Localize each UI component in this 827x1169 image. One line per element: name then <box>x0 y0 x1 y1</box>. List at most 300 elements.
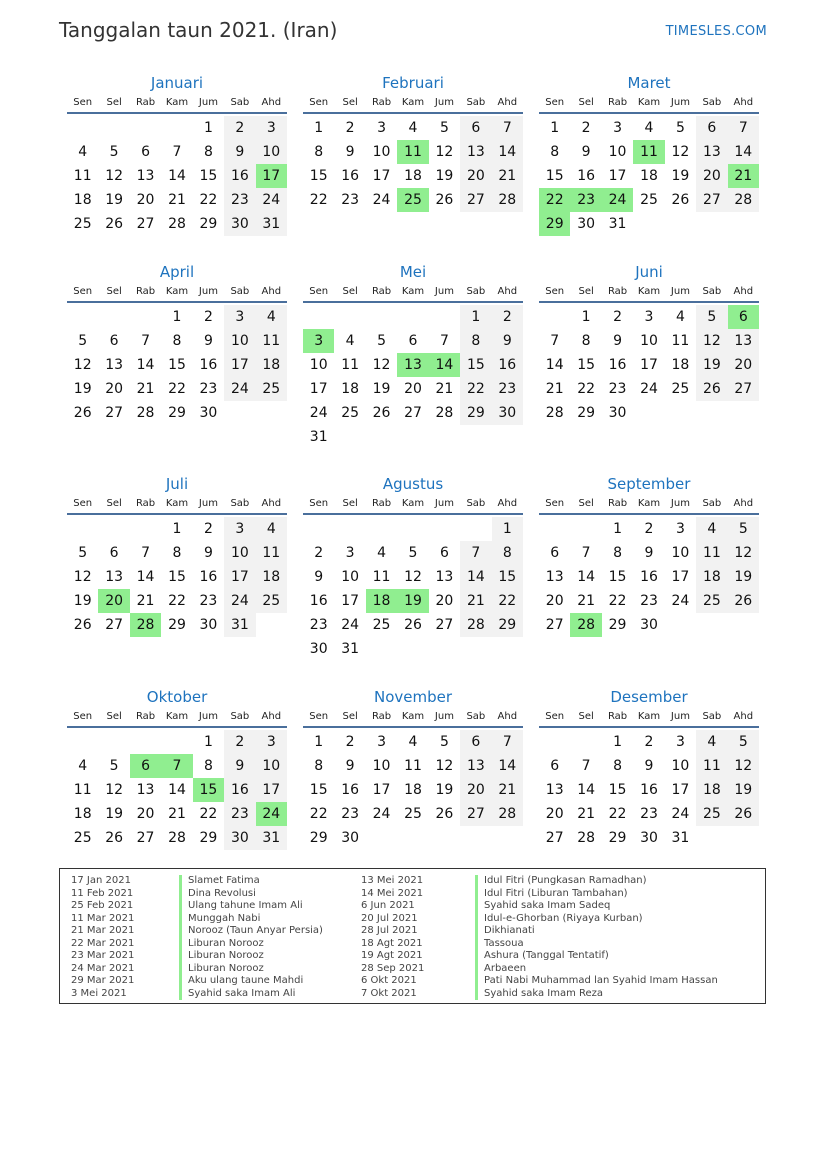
month-name: Juli <box>165 475 189 493</box>
holiday-day: 28 <box>130 613 161 637</box>
day-cell: 20 <box>696 164 727 188</box>
holiday-day: 28 <box>570 613 601 637</box>
legend-date: 20 Jul 2021 <box>361 912 418 924</box>
day-cell: 3 <box>613 120 623 136</box>
day-cell: 14 <box>460 565 491 589</box>
day-cell: 3 <box>256 730 287 754</box>
day-grid <box>67 116 287 236</box>
weekday-label: Rab <box>371 286 392 297</box>
weekday-label: Sen <box>545 711 565 722</box>
day-cell: 4 <box>256 517 287 541</box>
empty-cell <box>67 305 98 329</box>
empty-cell <box>429 517 460 541</box>
empty-cell <box>539 730 570 754</box>
day-grid <box>303 517 523 661</box>
weekday-label: Sel <box>578 286 594 297</box>
day-cell: 25 <box>256 589 287 613</box>
day-cell: 22 <box>309 192 328 208</box>
day-cell: 20 <box>136 192 155 208</box>
day-cell: 14 <box>168 168 186 184</box>
day-cell: 16 <box>309 593 328 609</box>
day-cell: 6 <box>460 116 491 140</box>
legend-date: 22 Mar 2021 <box>71 937 135 949</box>
day-cell: 30 <box>309 641 328 657</box>
day-cell: 7 <box>492 730 523 754</box>
day-cell: 18 <box>671 357 690 373</box>
legend-holiday-name: Tassoua <box>475 938 524 951</box>
day-cell: 14 <box>168 782 186 798</box>
day-cell: 27 <box>545 617 564 633</box>
day-grid <box>539 305 759 425</box>
day-cell: 10 <box>224 329 255 353</box>
day-cell: 11 <box>73 782 92 798</box>
weekday-label: Rab <box>135 498 156 509</box>
day-cell: 30 <box>608 405 627 421</box>
weekday-label: Jum <box>670 97 690 108</box>
empty-cell <box>460 517 491 541</box>
day-cell: 24 <box>224 377 255 401</box>
empty-cell <box>397 517 428 541</box>
weekday-label: Sel <box>342 97 358 108</box>
day-cell: 25 <box>696 589 727 613</box>
day-cell: 24 <box>309 405 328 421</box>
legend-date: 21 Mar 2021 <box>71 925 135 936</box>
day-cell: 22 <box>309 806 328 822</box>
day-cell: 27 <box>136 830 155 846</box>
day-cell: 9 <box>345 144 355 160</box>
day-cell: 9 <box>581 144 591 160</box>
day-cell: 16 <box>640 782 658 798</box>
weekday-label: Rab <box>135 711 156 722</box>
day-cell: 24 <box>372 806 391 822</box>
weekday-header <box>539 94 759 114</box>
weekday-label: Kam <box>637 711 661 722</box>
day-cell: 7 <box>172 144 182 160</box>
day-cell: 25 <box>696 802 727 826</box>
day-cell: 3 <box>644 309 654 325</box>
weekday-header <box>303 94 523 114</box>
day-cell: 25 <box>640 192 658 208</box>
empty-cell <box>98 116 129 140</box>
day-cell: 16 <box>341 168 360 184</box>
day-cell: 9 <box>314 569 324 585</box>
day-cell: 1 <box>613 734 623 750</box>
weekday-label: Jum <box>670 711 690 722</box>
weekday-label: Sen <box>73 498 93 509</box>
day-cell: 24 <box>671 806 690 822</box>
day-cell: 22 <box>460 377 491 401</box>
weekday-label: Ahd <box>733 97 754 108</box>
day-cell: 29 <box>577 405 596 421</box>
weekday-label: Rab <box>607 498 628 509</box>
day-cell: 15 <box>309 168 328 184</box>
legend-item <box>71 963 361 976</box>
day-cell: 7 <box>581 545 591 561</box>
legend-holiday-name: Idul Fitri (Pungkasan Ramadhan) <box>475 875 647 888</box>
day-cell: 9 <box>644 758 654 774</box>
legend-item <box>71 888 361 901</box>
holiday-day: 21 <box>728 164 759 188</box>
empty-cell <box>67 730 98 754</box>
legend-holiday-name: Syahid saka Imam Ali <box>179 988 295 1001</box>
legend-date: 28 Jul 2021 <box>361 925 418 936</box>
weekday-label: Jum <box>434 97 454 108</box>
day-cell: 30 <box>341 830 360 846</box>
day-cell: 18 <box>73 192 92 208</box>
weekday-label: Sen <box>309 498 329 509</box>
day-cell: 16 <box>492 353 523 377</box>
month-name: Desember <box>610 688 688 706</box>
day-cell: 17 <box>309 381 328 397</box>
day-cell: 10 <box>256 140 287 164</box>
holiday-day: 6 <box>728 305 759 329</box>
day-cell: 9 <box>613 333 623 349</box>
holiday-day: 22 <box>539 188 570 212</box>
day-cell: 5 <box>377 333 387 349</box>
legend-date: 14 Mei 2021 <box>361 887 424 899</box>
holiday-day: 11 <box>397 140 428 164</box>
day-cell: 13 <box>545 782 564 798</box>
holiday-day: 19 <box>397 589 428 613</box>
day-cell: 30 <box>640 617 658 633</box>
day-cell: 17 <box>224 565 255 589</box>
day-cell: 31 <box>671 830 690 846</box>
day-cell: 15 <box>168 357 186 373</box>
day-cell: 5 <box>78 333 88 349</box>
weekday-label: Sab <box>702 97 722 108</box>
day-cell: 4 <box>78 144 88 160</box>
day-cell: 28 <box>136 405 155 421</box>
weekday-header <box>539 708 759 728</box>
holiday-day: 3 <box>303 329 334 353</box>
weekday-label: Sel <box>578 711 594 722</box>
day-cell: 19 <box>435 782 454 798</box>
day-cell: 14 <box>577 569 596 585</box>
weekday-label: Sab <box>230 711 250 722</box>
day-cell: 26 <box>728 802 759 826</box>
day-cell: 9 <box>345 758 355 774</box>
weekday-label: Sel <box>342 498 358 509</box>
day-cell: 31 <box>341 641 360 657</box>
day-cell: 22 <box>168 381 186 397</box>
day-cell: 8 <box>460 329 491 353</box>
weekday-label: Sel <box>106 97 122 108</box>
legend-holiday-name: Norooz (Taun Anyar Persia) <box>179 925 323 938</box>
weekday-label: Sab <box>230 97 250 108</box>
day-cell: 3 <box>345 545 355 561</box>
legend-item <box>361 913 761 926</box>
legend-date: 3 Mei 2021 <box>71 987 127 999</box>
day-cell: 1 <box>550 120 560 136</box>
weekday-label: Sen <box>545 97 565 108</box>
day-cell: 20 <box>545 806 564 822</box>
weekday-label: Ahd <box>497 498 518 509</box>
holiday-day: 29 <box>539 212 570 236</box>
day-cell: 10 <box>224 541 255 565</box>
day-cell: 13 <box>460 754 491 778</box>
day-cell: 31 <box>256 826 287 850</box>
day-cell: 19 <box>696 353 727 377</box>
day-cell: 29 <box>608 617 627 633</box>
day-grid <box>303 116 523 212</box>
day-cell: 20 <box>404 381 422 397</box>
legend-date: 18 Agt 2021 <box>361 937 423 949</box>
day-cell: 30 <box>224 212 255 236</box>
day-cell: 3 <box>256 116 287 140</box>
day-cell: 7 <box>581 758 591 774</box>
legend-date: 28 Sep 2021 <box>361 962 425 974</box>
day-cell: 5 <box>408 545 418 561</box>
day-cell: 27 <box>105 405 124 421</box>
empty-cell <box>130 116 161 140</box>
day-cell: 20 <box>460 164 491 188</box>
weekday-label: Sen <box>309 286 329 297</box>
empty-cell <box>303 517 334 541</box>
day-cell: 13 <box>728 329 759 353</box>
legend-item <box>71 875 361 888</box>
day-cell: 7 <box>550 333 560 349</box>
legend-holiday-name: Liburan Norooz <box>179 938 264 951</box>
weekday-label: Sel <box>342 711 358 722</box>
day-cell: 12 <box>372 357 391 373</box>
weekday-label: Ahd <box>261 97 282 108</box>
day-cell: 27 <box>545 830 564 846</box>
day-cell: 24 <box>341 617 360 633</box>
day-cell: 1 <box>314 120 324 136</box>
holiday-day: 11 <box>633 140 664 164</box>
day-cell: 18 <box>696 778 727 802</box>
day-cell: 14 <box>492 754 523 778</box>
day-cell: 12 <box>435 758 454 774</box>
legend-item <box>361 875 761 888</box>
month-name: Agustus <box>382 475 444 493</box>
day-cell: 2 <box>203 521 213 537</box>
day-cell: 21 <box>492 778 523 802</box>
day-cell: 18 <box>404 168 422 184</box>
day-cell: 10 <box>671 758 690 774</box>
weekday-label: Sel <box>106 498 122 509</box>
day-cell: 9 <box>224 140 255 164</box>
day-cell: 8 <box>203 758 213 774</box>
day-cell: 12 <box>671 144 690 160</box>
day-cell: 22 <box>577 381 596 397</box>
empty-cell <box>98 730 129 754</box>
day-cell: 7 <box>460 541 491 565</box>
day-cell: 21 <box>460 589 491 613</box>
holiday-day: 24 <box>256 802 287 826</box>
day-cell: 21 <box>435 381 454 397</box>
day-cell: 4 <box>377 545 387 561</box>
day-cell: 17 <box>640 357 658 373</box>
legend-column <box>71 875 361 1000</box>
day-grid <box>303 730 523 850</box>
day-cell: 15 <box>460 353 491 377</box>
day-cell: 25 <box>671 381 690 397</box>
day-cell: 9 <box>203 545 213 561</box>
day-cell: 6 <box>109 545 119 561</box>
day-cell: 2 <box>345 734 355 750</box>
weekday-label: Ahd <box>733 498 754 509</box>
month-september <box>539 473 759 637</box>
day-cell: 13 <box>136 782 155 798</box>
day-cell: 5 <box>439 734 449 750</box>
day-cell: 24 <box>224 589 255 613</box>
weekday-label: Sen <box>73 711 93 722</box>
brand-link[interactable]: TIMESLES.COM <box>665 24 767 39</box>
legend-holiday-name: Aku ulang taune Mahdi <box>179 975 303 988</box>
weekday-label: Rab <box>135 286 156 297</box>
day-cell: 28 <box>577 830 596 846</box>
weekday-label: Jum <box>198 286 218 297</box>
legend-holiday-name: Liburan Norooz <box>179 950 264 963</box>
day-cell: 16 <box>199 357 218 373</box>
weekday-label: Rab <box>371 97 392 108</box>
day-cell: 30 <box>199 617 218 633</box>
legend-date: 7 Okt 2021 <box>361 987 417 999</box>
day-cell: 17 <box>608 168 627 184</box>
holiday-day: 17 <box>256 164 287 188</box>
day-cell: 19 <box>105 806 124 822</box>
legend-item <box>361 963 761 976</box>
weekday-label: Ahd <box>497 286 518 297</box>
empty-cell <box>161 116 192 140</box>
day-cell: 27 <box>404 405 422 421</box>
day-cell: 4 <box>644 120 654 136</box>
day-cell: 13 <box>696 140 727 164</box>
legend-holiday-name: Idul Fitri (Liburan Tambahan) <box>475 888 628 901</box>
weekday-label: Kam <box>637 498 661 509</box>
day-cell: 23 <box>341 192 360 208</box>
day-cell: 6 <box>408 333 418 349</box>
holiday-day: 23 <box>570 188 601 212</box>
day-cell: 30 <box>224 826 255 850</box>
weekday-label: Jum <box>198 97 218 108</box>
day-cell: 14 <box>492 140 523 164</box>
day-cell: 25 <box>73 830 92 846</box>
day-cell: 2 <box>492 305 523 329</box>
day-cell: 9 <box>203 333 213 349</box>
day-cell: 21 <box>168 192 186 208</box>
day-cell: 29 <box>168 405 186 421</box>
day-cell: 22 <box>168 593 186 609</box>
day-cell: 27 <box>460 188 491 212</box>
day-cell: 9 <box>492 329 523 353</box>
legend-date: 6 Jun 2021 <box>361 900 415 911</box>
day-grid <box>67 730 287 850</box>
day-cell: 17 <box>341 593 360 609</box>
day-cell: 23 <box>608 381 627 397</box>
day-cell: 1 <box>314 734 324 750</box>
weekday-header <box>539 495 759 515</box>
legend-holiday-name: Idul-e-Ghorban (Riyaya Kurban) <box>475 913 643 926</box>
legend-holiday-name: Pati Nabi Muhammad lan Syahid Imam Hassan <box>475 975 718 988</box>
weekday-header <box>539 283 759 303</box>
legend-item <box>71 975 361 988</box>
day-cell: 9 <box>224 754 255 778</box>
weekday-label: Sel <box>578 498 594 509</box>
weekday-header <box>303 283 523 303</box>
day-cell: 29 <box>460 401 491 425</box>
day-cell: 11 <box>341 357 360 373</box>
day-grid <box>67 517 287 637</box>
weekday-label: Rab <box>607 286 628 297</box>
day-cell: 7 <box>141 545 151 561</box>
weekday-header <box>67 708 287 728</box>
day-cell: 10 <box>640 333 658 349</box>
day-cell: 18 <box>640 168 658 184</box>
day-cell: 8 <box>613 758 623 774</box>
weekday-label: Jum <box>670 286 690 297</box>
day-cell: 17 <box>372 168 391 184</box>
day-cell: 21 <box>136 381 155 397</box>
day-cell: 10 <box>671 545 690 561</box>
empty-cell <box>161 730 192 754</box>
month-agustus <box>303 473 523 661</box>
day-cell: 19 <box>73 381 92 397</box>
day-cell: 14 <box>545 357 564 373</box>
legend-holiday-name: Ashura (Tanggal Tentatif) <box>475 950 609 963</box>
weekday-label: Ahd <box>261 286 282 297</box>
holiday-day: 20 <box>98 589 129 613</box>
day-cell: 21 <box>577 806 596 822</box>
month-juni <box>539 261 759 425</box>
day-cell: 29 <box>168 617 186 633</box>
day-cell: 2 <box>613 309 623 325</box>
day-cell: 15 <box>309 782 328 798</box>
day-cell: 24 <box>372 192 391 208</box>
weekday-label: Kam <box>401 286 425 297</box>
empty-cell <box>429 305 460 329</box>
weekday-label: Rab <box>607 711 628 722</box>
day-cell: 20 <box>105 381 124 397</box>
day-cell: 20 <box>435 593 454 609</box>
day-cell: 12 <box>105 782 124 798</box>
weekday-label: Ahd <box>497 97 518 108</box>
day-cell: 3 <box>377 120 387 136</box>
legend-date: 24 Mar 2021 <box>71 962 135 974</box>
day-cell: 10 <box>341 569 360 585</box>
empty-cell <box>98 305 129 329</box>
day-cell: 24 <box>256 188 287 212</box>
weekday-label: Sen <box>73 97 93 108</box>
day-cell: 16 <box>341 782 360 798</box>
day-cell: 26 <box>372 405 391 421</box>
day-cell: 12 <box>404 569 422 585</box>
day-cell: 23 <box>640 806 658 822</box>
empty-cell <box>539 517 570 541</box>
holiday-day: 6 <box>130 754 161 778</box>
day-cell: 10 <box>256 754 287 778</box>
day-cell: 8 <box>492 541 523 565</box>
day-cell: 11 <box>372 569 391 585</box>
day-cell: 4 <box>345 333 355 349</box>
day-cell: 31 <box>309 429 328 445</box>
day-cell: 30 <box>492 401 523 425</box>
empty-cell <box>98 517 129 541</box>
legend-holiday-name: Ulang tahune Imam Ali <box>179 900 303 913</box>
day-cell: 28 <box>435 405 454 421</box>
weekday-label: Ahd <box>733 711 754 722</box>
day-cell: 23 <box>640 593 658 609</box>
day-cell: 22 <box>199 192 218 208</box>
day-cell: 16 <box>224 778 255 802</box>
day-cell: 1 <box>172 309 182 325</box>
day-cell: 15 <box>577 357 596 373</box>
day-cell: 30 <box>199 405 218 421</box>
day-cell: 4 <box>408 734 418 750</box>
empty-cell <box>130 305 161 329</box>
day-cell: 23 <box>341 806 360 822</box>
